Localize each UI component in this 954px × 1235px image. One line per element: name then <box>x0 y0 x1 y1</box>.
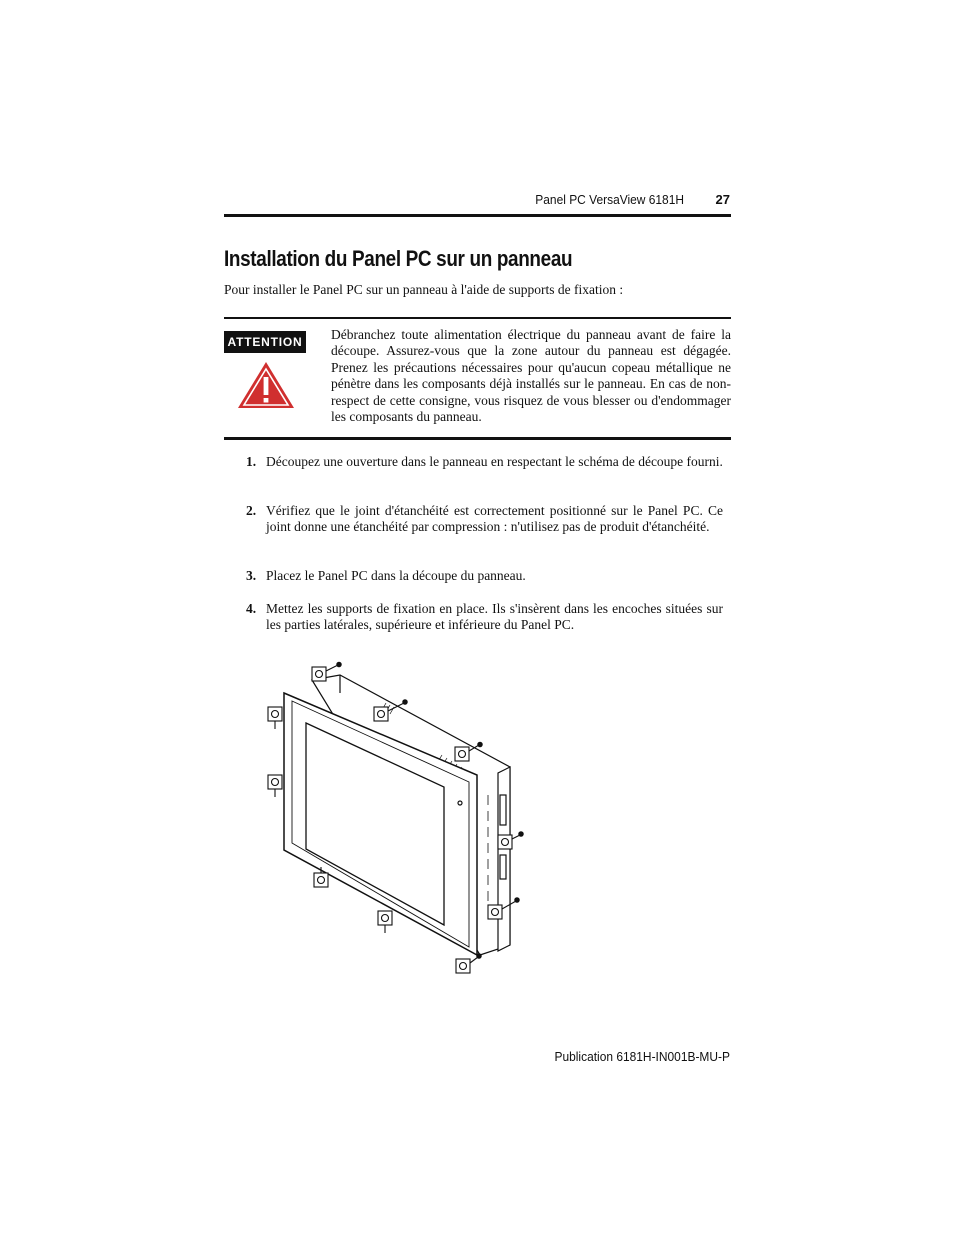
step-text: Placez le Panel PC dans la découpe du panneau. <box>266 568 526 583</box>
step-number: 3. <box>246 568 257 583</box>
step-text: Découpez une ouverture dans le panneau en respectant le schéma de découpe fourni. <box>266 454 723 469</box>
step-text: Vérifiez que le joint d'étanchéité est correctement positionné sur le Panel PC. Ce joint donne une étanchéité par compression : n'utilisez pas de produit d'étanchéité. <box>266 503 723 535</box>
step-text: Mettez les supports de fixation en place. Ils s'insèrent dans les encoches situées sur les parties latérales, supérieure et inférieure du Panel PC. <box>266 601 723 633</box>
page-number: 27 <box>715 192 730 207</box>
step-number: 4. <box>246 601 257 616</box>
attention-top-rule <box>224 317 731 319</box>
header-rule <box>224 214 731 217</box>
section-title: Installation du Panel PC sur un panneau <box>224 246 573 271</box>
attention-text: Débranchez toute alimentation électrique du panneau avant de faire la découpe. Assurez-vous que la zone autour du panneau est dégagée. Prenez les précautions nécessaires pour qu'aucun copeau métallique ne pénètre dans les composants déjà installés sur le panneau. En cas de non-respect de cette consigne, vous risquez de vous blesser ou d'endommager les composants du panneau. <box>331 327 731 425</box>
step-number: 1. <box>246 454 257 469</box>
attention-bottom-rule <box>224 437 731 440</box>
warning-triangle-icon <box>236 360 296 410</box>
attention-label: ATTENTION <box>224 331 306 353</box>
running-header-title: Panel PC VersaView 6181H <box>535 192 684 207</box>
step-number: 2. <box>246 503 257 518</box>
panel-pc-mounting-clips-illustration <box>262 655 532 985</box>
publication-footer: Publication 6181H-IN001B-MU-P <box>554 1049 730 1064</box>
intro-paragraph: Pour installer le Panel PC sur un panneau à l'aide de supports de fixation : <box>224 282 624 297</box>
